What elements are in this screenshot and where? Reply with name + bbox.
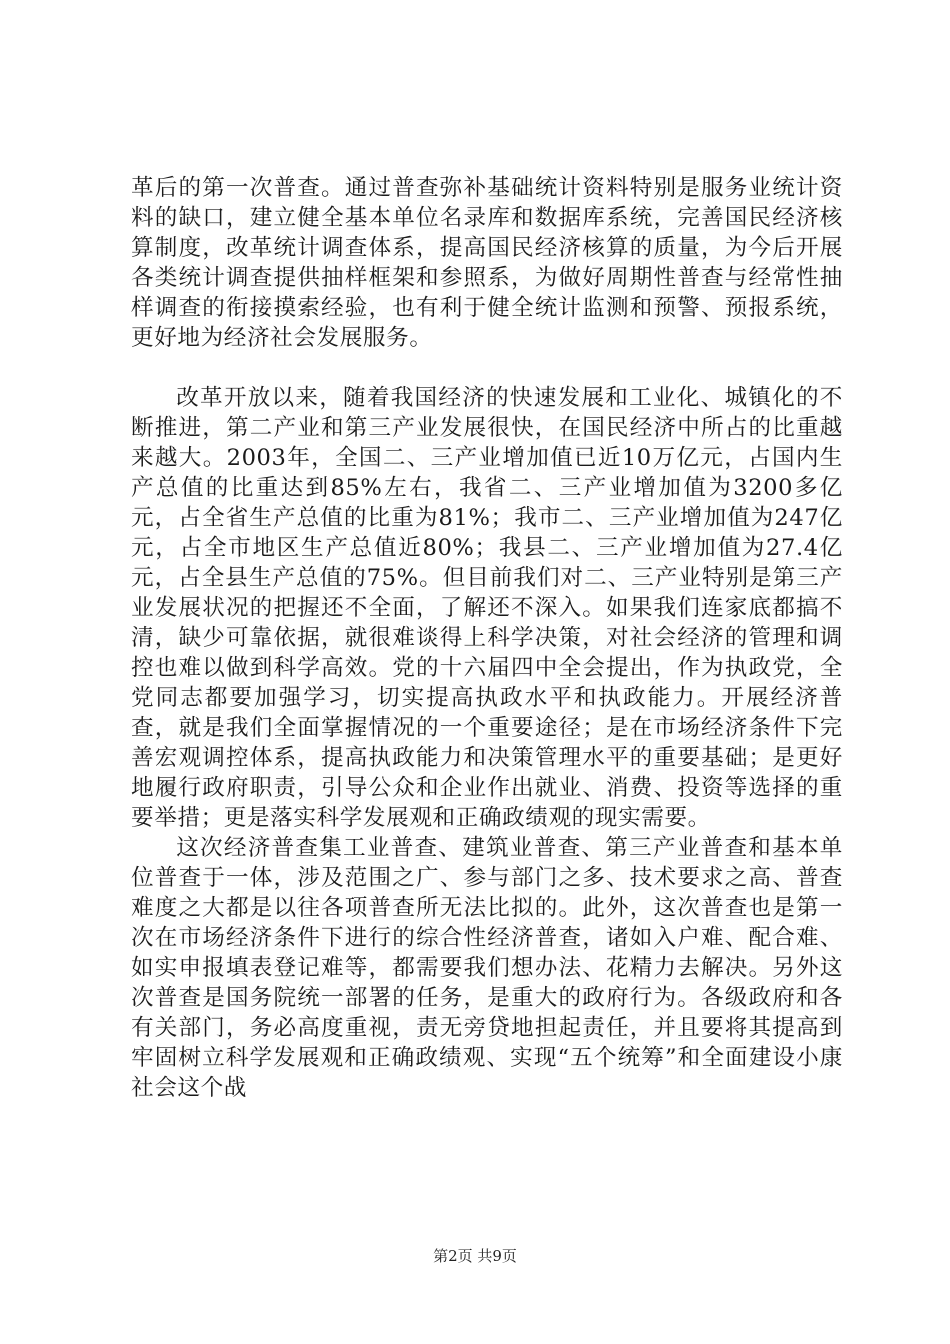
- paragraph-census-scope: 这次经济普查集工业普查、建筑业普查、第三产业普查和基本单位普查于一体，涉及范围之广、参与部门之多、技术要求之高、普查难度之大都是以往各项普查所无法比拟的。此外，这次普查也是第一次在市场经济条件下进行的综合性经济普查，诸如入户难、配合难、如实申报填表登记难等，都需要我们想办法、花精力去解决。另外这次普查是国务院统一部署的任务，是重大的政府行为。各级政府和各有关部门，务必高度重视，责无旁贷地担起责任，并且要将其提高到牢固树立科学发展观和正确政绩观、实现“五个统筹”和全面建设小康社会这个战: [131, 835, 843, 1101]
- paragraph-reform-growth: 改革开放以来，随着我国经济的快速发展和工业化、城镇化的不断推进，第二产业和第三产业发展很快，在国民经济中所占的比重越来越大。2003年，全国二、三产业增加值已近10万亿元，占国内生产总值的比重达到85%左右，我省二、三产业增加值为3200多亿元，占全省生产总值的比重为81%；我市二、三产业增加值为247亿元，占全市地区生产总值近80%；我县二、三产业增加值为27.4亿元，占全县生产总值的75%。但目前我们对二、三产业特别是第三产业发展状况的把握还不全面，了解还不深入。如果我们连家底都搞不清，缺少可靠依据，就很难谈得上科学决策，对社会经济的管理和调控也难以做到科学高效。党的十六届四中全会提出，作为执政党，全党同志都要加强学习，切实提高执政水平和执政能力。开展经济普查，就是我们全面掌握情况的一个重要途径；是在市场经济条件下完善宏观调控体系，提高执政能力和决策管理水平的重要基础；是更好地履行政府职责，引导公众和企业作出就业、消费、投资等选择的重要举措；更是落实科学发展观和正确政绩观的现实需要。: [131, 385, 843, 831]
- paragraph-spacer: [131, 353, 843, 383]
- page-number-footer: 第2页 共9页: [433, 1247, 517, 1265]
- paragraph-continuation: 革后的第一次普查。通过普查弥补基础统计资料特别是服务业统计资料的缺口，建立健全基本单位名录库和数据库系统，完善国民经济核算制度，改革统计调查体系，提高国民经济核算的质量，为今后开展各类统计调查提供抽样框架和参照系，为做好周期性普查与经常性抽样调查的衔接摸索经验，也有利于健全统计监测和预警、预报系统，更好地为经济社会发展服务。: [131, 175, 843, 351]
- document-body: [131, 173, 843, 1103]
